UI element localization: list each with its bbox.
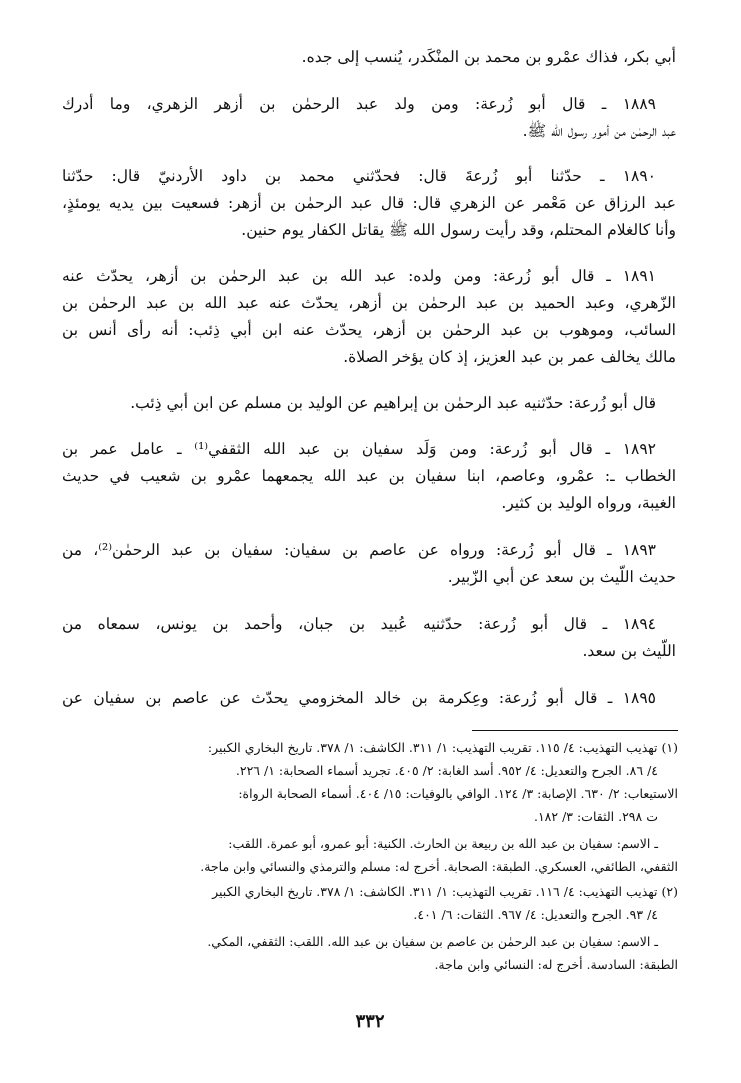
text-line: وأنا كالغلام المحتلم، وقد رأيت رسول الله ﷺ يقاتل الكفار يوم حنين. — [241, 221, 676, 239]
text-line: أبي بكر، فذاك عمْرو بن محمد بن المنْكَدر، يُنسب إلى جده. — [301, 48, 676, 66]
footnote-line: الاستيعاب: ٢/ ٦٣٠. الإصابة: ٣/ ١٢٤. الوافي بالوفيات: ١٥/ ٤٠٤. أسماء الصحابة الرواة: — [238, 786, 678, 801]
text-line: حديث اللّيث بن سعد عن أبي الزّبير. — [447, 568, 676, 586]
footnote-line: ٤/ ٨٦. الجرح والتعديل: ٤/ ٩٥٢. أسد الغابة: ٢/ ٤٠٥. تجريد أسماء الصحابة: ١/ ٢٢٦. — [235, 763, 658, 778]
entry-1891-line: ١٨٩١ ـ قال أبو زُرعة: ومن ولده: عبد الله بن عبد الرحمٰن بن أزهر، يحدّث عنه — [62, 267, 656, 285]
text-line: عبد الرحمٰن من أمور رسول الله ﷺ. — [522, 122, 676, 140]
text-line: مالك يخالف عمر بن عبد العزيز، إذ كان يؤخر الصلاة. — [343, 348, 676, 366]
text-line: الخطاب ـ: عمْرو، وعاصم، ابنا سفيان بن عبد الله يجمعهما عمْرو بن شعيب في حديث — [62, 467, 676, 485]
footnote-line: (٢) تهذيب التهذيب: ٤/ ١١٦. تقريب التهذيب: ١/ ٣١١. الكاشف: ١/ ٣٧٨. تاريخ البخاري الكبير — [212, 884, 678, 899]
text-line: عبد الرزاق عن مَعْمر عن الزهري قال: قال عبد الرحمٰن بن أزهر: فسعيت بين يديه يومئذٍ، — [62, 194, 676, 212]
entry-1890-line: ١٨٩٠ ـ حدّثنا أبو زُرعةَ قال: فحدّثني محمد بن داود الأردنيّ قال: حدّثنا — [62, 167, 656, 185]
footnote-line: الثقفي، الطائفي، العسكري. الطبقة: الصحابة. أخرج له: مسلم والترمذي والنسائي وابن ماجة. — [200, 859, 678, 874]
page-number: ٣٣٢ — [355, 1011, 385, 1032]
entry-1894-line: ١٨٩٤ ـ قال أبو زُرعة: حدّثنيه عُبيد بن جبان، وأحمد بن يونس، سمعاه من — [62, 615, 656, 633]
footnote-line: الطبقة: السادسة. أخرج له: النسائي وابن ماجة. — [434, 957, 678, 972]
footnote-divider — [472, 730, 678, 731]
text-line: اللّيث بن سعد. — [582, 642, 676, 660]
footnote-line: ـ الاسم: سفيان بن عبد الله بن ربيعة بن الحارث. الكنية: أبو عمرو، أبو عمرة. اللقب: — [228, 836, 658, 851]
text-line: الغيبة، ورواه الوليد بن كثير. — [501, 494, 676, 512]
footnote-line: ـ الاسم: سفيان بن عبد الرحمٰن بن عاصم بن سفيان بن عبد الله. اللقب: الثقفي، المكي. — [207, 934, 658, 949]
entry-1893-line: ١٨٩٣ ـ قال أبو زُرعة: ورواه عن عاصم بن سفيان: سفيان بن عبد الرحمٰن⁽²⁾، من — [62, 541, 656, 559]
entry-1895-line: ١٨٩٥ ـ قال أبو زُرعة: وعِكرمة بن خالد المخزومي يحدّث عن عاصم بن سفيان عن — [62, 689, 656, 707]
entry-1892-line: ١٨٩٢ ـ قال أبو زُرعة: ومن وَلَد سفيان بن عبد الله الثقفي⁽¹⁾ ـ عامل عمر بن — [62, 440, 657, 458]
footnote-line: ت ٢٩٨. الثقات: ٣/ ١٨٢. — [533, 809, 658, 824]
footnote-line: (١) تهذيب التهذيب: ٤/ ١١٥. تقريب التهذيب: ١/ ٣١١. الكاشف: ١/ ٣٧٨. تاريخ البخاري الكبير: — [207, 740, 678, 755]
footnote-line: ٤/ ٩٣. الجرح والتعديل: ٤/ ٩٦٧. الثقات: ٦/ ٤٠١. — [413, 907, 658, 922]
text-line: قال أبو زُرعة: حدّثنيه عبد الرحمٰن بن إبراهيم عن الوليد بن مسلم عن ابن أبي ذِئب. — [130, 394, 656, 412]
text-line: الزّهري، وعبد الحميد بن عبد الرحمٰن بن أزهر، يحدّث عنه عبد الله بن عبد الرحمٰن بن — [62, 294, 676, 312]
text-line: السائب، وموهوب بن عبد الرحمٰن بن أزهر، يحدّث عنه ابن أبي ذِئب: أنه رأى أنس بن — [62, 321, 676, 339]
entry-1889-line: ١٨٨٩ ـ قال أبو زُرعة: ومن ولد عبد الرحمٰن بن أزهر الزهري، وما أدرك — [62, 95, 656, 113]
